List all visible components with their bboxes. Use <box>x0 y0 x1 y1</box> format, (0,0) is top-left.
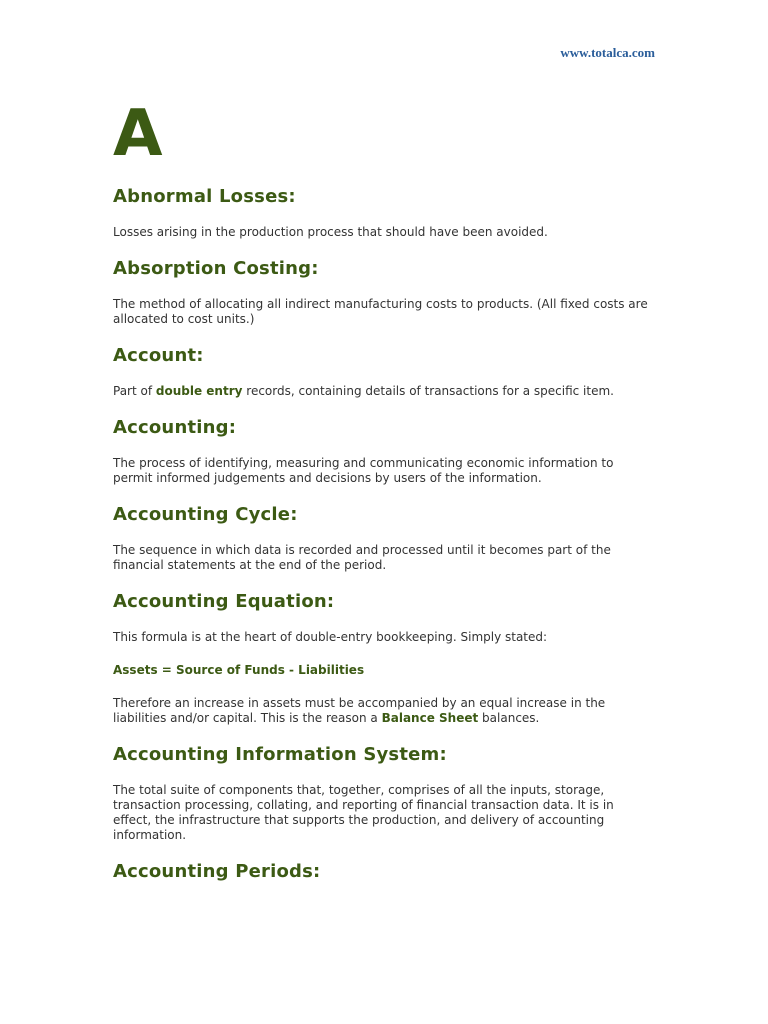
term-heading: Accounting Equation: <box>113 591 335 612</box>
term-heading: Accounting Information System: <box>113 744 447 765</box>
term-heading: Accounting Cycle: <box>113 504 298 525</box>
term-heading: Accounting Periods: <box>113 861 321 882</box>
definition-text: balances. <box>478 711 540 725</box>
keyword-link[interactable]: double entry <box>155 384 243 398</box>
term-heading: Account: <box>113 345 204 366</box>
section-letter: A <box>113 97 163 171</box>
term-heading: Accounting: <box>113 417 237 438</box>
term-definition: The total suite of components that, together, comprises of all the inputs, storage, transaction processing, collating, and reporting of financial transaction data. It is in effect, the infrastructure that supports the production, and delivery of accounting information. <box>113 783 614 842</box>
definition-text: records, containing details of transactions for a specific item. <box>242 384 614 398</box>
definition-text: Part of <box>113 384 156 398</box>
term-heading: Absorption Costing: <box>113 258 319 279</box>
formula: Assets = Source of Funds - Liabilities <box>113 663 365 677</box>
term-definition: The process of identifying, measuring and communicating economic information to permit informed judgements and decisions by users of the information. <box>113 456 614 485</box>
term-heading: Abnormal Losses: <box>113 186 296 207</box>
term-definition <box>113 384 653 399</box>
definition-text: Therefore an increase in assets must be accompanied by an equal increase in the liabilities and/or capital. This is the reason a <box>113 696 606 725</box>
site-url[interactable]: www.totalca.com <box>560 45 655 60</box>
term-intro: This formula is at the heart of double-entry bookkeeping. Simply stated: <box>113 630 548 644</box>
term-definition: The sequence in which data is recorded and processed until it becomes part of the financial statements at the end of the period. <box>113 543 611 572</box>
term-definition: The method of allocating all indirect manufacturing costs to products. (All fixed costs are allocated to cost units.) <box>113 297 648 326</box>
term-definition <box>113 696 653 726</box>
term-definition: Losses arising in the production process that should have been avoided. <box>113 225 548 239</box>
glossary-content <box>113 96 653 900</box>
keyword-link[interactable]: Balance Sheet <box>381 711 479 725</box>
